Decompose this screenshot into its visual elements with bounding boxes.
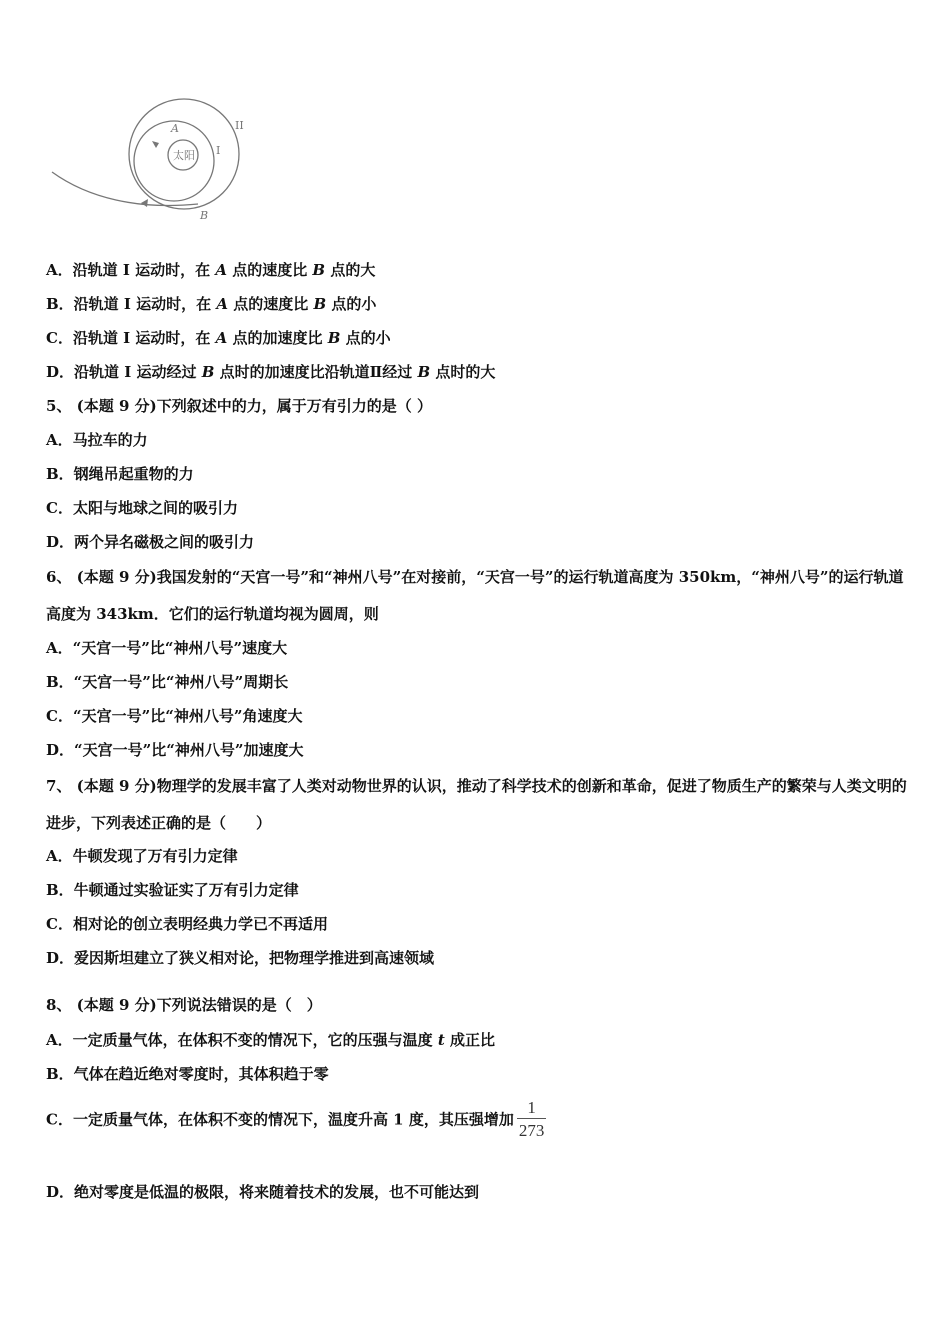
- q8-option-a: A．一定质量气体，在体积不变的情况下，它的压强与温度 t 成正比: [46, 1031, 496, 1049]
- q4-option-c: C．沿轨道 I 运动时，在 A 点的加速度比 B 点的小: [46, 329, 391, 347]
- q8-stem: 8、 (本题 9 分)下列说法错误的是（ ）: [46, 996, 322, 1014]
- q5-stem: 5、 (本题 9 分)下列叙述中的力，属于万有引力的是（ ）: [46, 397, 432, 415]
- q6-option-d: D．“天宫一号”比“神州八号”加速度大: [46, 741, 304, 759]
- figure-label-I: I: [216, 144, 221, 157]
- fraction-1-273: $\frac{1}{273}$: [518, 1098, 545, 1140]
- q6-option-a: A．“天宫一号”比“神州八号”速度大: [46, 639, 288, 657]
- q5-option-b: B．钢绳吊起重物的力: [46, 465, 194, 483]
- figure-label-B: B: [200, 209, 209, 222]
- q6-option-c: C．“天宫一号”比“神州八号”角速度大: [46, 707, 303, 725]
- q4-option-d: D．沿轨道 I 运动经过 B 点时的加速度比沿轨道Ⅱ经过 B 点时的大: [46, 363, 496, 381]
- orbit-arrow-outer: [141, 199, 148, 207]
- orbit-arrow-inner: [152, 141, 159, 148]
- q7-option-a: A．牛顿发现了万有引力定律: [46, 847, 238, 865]
- q7-option-d: D．爱因斯坦建立了狭义相对论，把物理学推进到高速领域: [46, 949, 435, 967]
- q5-option-c: C．太阳与地球之间的吸引力: [46, 499, 238, 517]
- orbit-diagram: [48, 92, 260, 232]
- q8-option-c: C．一定质量气体，在体积不变的情况下，温度升高 1 度，其压强增加 $\frac{1}{273}$: [46, 1098, 545, 1140]
- q7-option-c: C．相对论的创立表明经典力学已不再适用: [46, 915, 328, 933]
- q5-option-a: A．马拉车的力: [46, 431, 148, 449]
- q7-stem: 7、 (本题 9 分)物理学的发展丰富了人类对动物世界的认识，推动了科学技术的创新和革命，促进了物质生产的繁荣与人类文明的进步，下列表述正确的是（ ）: [46, 777, 907, 832]
- q8-option-d: D．绝对零度是低温的极限，将来随着技术的发展，也不可能达到: [46, 1183, 480, 1201]
- q8-option-b: B．气体在趋近绝对零度时，其体积趋于零: [46, 1065, 329, 1083]
- figure-label-A: A: [171, 122, 179, 135]
- figure-label-sun: 太阳: [173, 149, 195, 162]
- q6-option-b: B．“天宫一号”比“神州八号”周期长: [46, 673, 289, 691]
- q6-stem: 6、 (本题 9 分)我国发射的“天宫一号”和“神州八号”在对接前，“天宫一号”的运行轨道高度为 350km，“神州八号”的运行轨道高度为 343km．它们的运行轨道均视为圆周，则: [46, 568, 904, 623]
- q4-option-b: B．沿轨道 I 运动时，在 A 点的速度比 B 点的小: [46, 295, 377, 313]
- q4-option-a: A．沿轨道 I 运动时，在 A 点的速度比 B 点的大: [46, 261, 376, 279]
- q7-option-b: B．牛顿通过实验证实了万有引力定律: [46, 881, 299, 899]
- q5-option-d: D．两个异名磁极之间的吸引力: [46, 533, 255, 551]
- figure-label-II: II: [235, 119, 244, 132]
